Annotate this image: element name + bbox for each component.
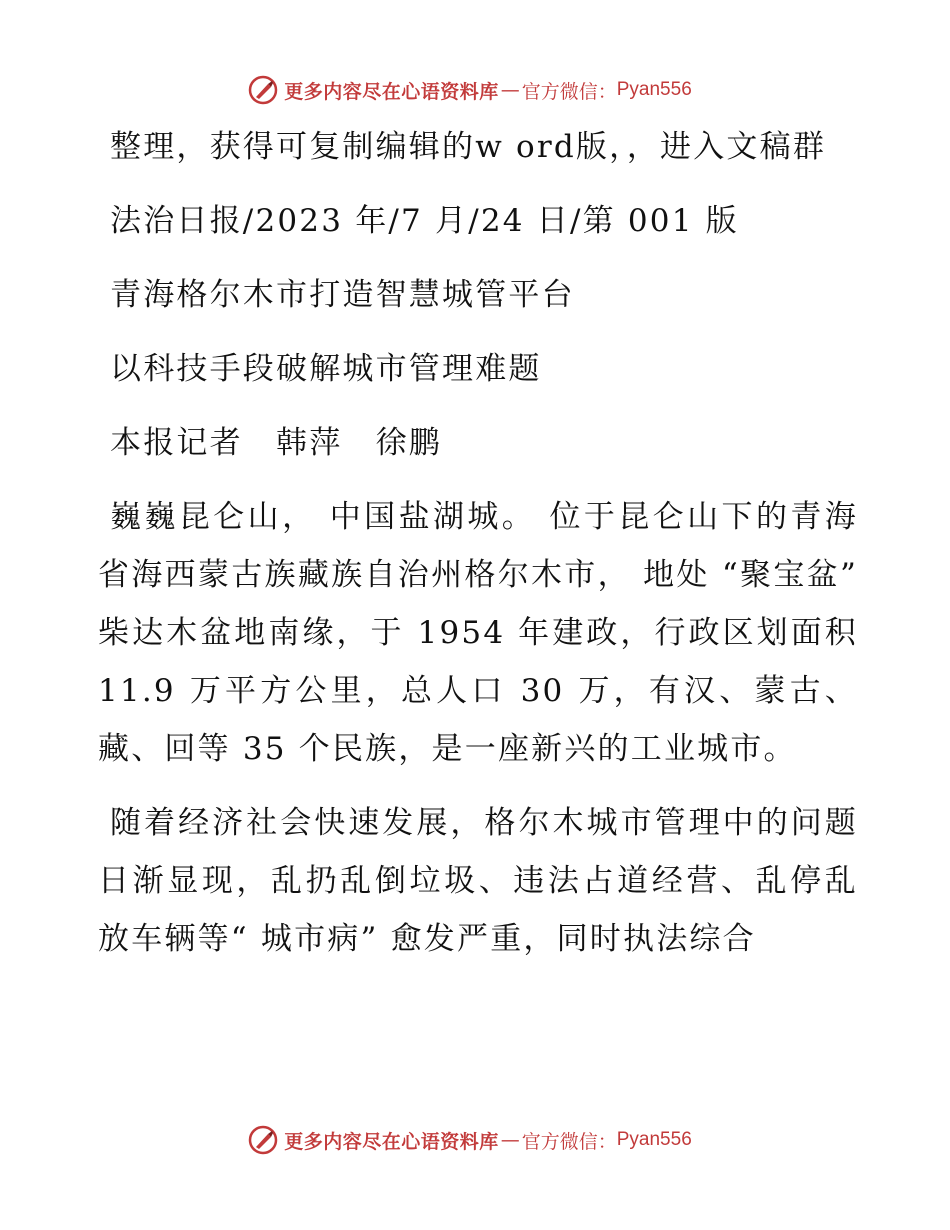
watermark-text: 更多内容尽在心语资料库 (284, 80, 499, 103)
watermark-wechat-label: 官方微信： (521, 1130, 617, 1153)
pen-logo-icon (248, 75, 278, 105)
article-byline: 本报记者 韩萍 徐鹏 (110, 425, 442, 461)
watermark-dash: — (500, 79, 520, 101)
footer-watermark (0, 1120, 950, 1160)
watermark-text: 更多内容尽在心语资料库 (284, 1130, 499, 1153)
paragraph-body-1: 巍巍昆仑山， 中国盐湖城。 位于昆仑山下的青海省海西蒙古族藏族自治州格尔木市， 地处 “聚宝盆” 柴达木盆地南缘，于 1954 年建政，行政区划面积 11.9 万平方公里，总人口 30 万，有汉、蒙古、藏、回等 35 个民族，是一座新兴的工业城市。 (98, 499, 858, 767)
paragraph-source: 法治日报/2023 年/7 月/24 日/第 001 版 (110, 203, 739, 239)
article-title: 青海格尔木市打造智慧城管平台 (110, 277, 575, 313)
header-watermark (0, 70, 950, 110)
pen-logo-icon (248, 1125, 278, 1155)
paragraph-body-2: 随着经济社会快速发展，格尔木城市管理中的问题日渐显现，乱扔乱倒垃圾、违法占道经营、乱停乱放车辆等“ 城市病” 愈发严重，同时执法综合 (98, 805, 858, 957)
article-subtitle: 以科技手段破解城市管理难题 (110, 351, 542, 387)
paragraph-intro: 整理，获得可复制编辑的w ord版，，进入文稿群 (110, 129, 827, 165)
watermark-wechat-id: Pyan556 (616, 79, 692, 100)
watermark-wechat-label: 官方微信： (521, 80, 617, 103)
watermark-dash: — (500, 1129, 520, 1151)
document-body (98, 118, 858, 984)
watermark-wechat-id: Pyan556 (616, 1129, 692, 1150)
